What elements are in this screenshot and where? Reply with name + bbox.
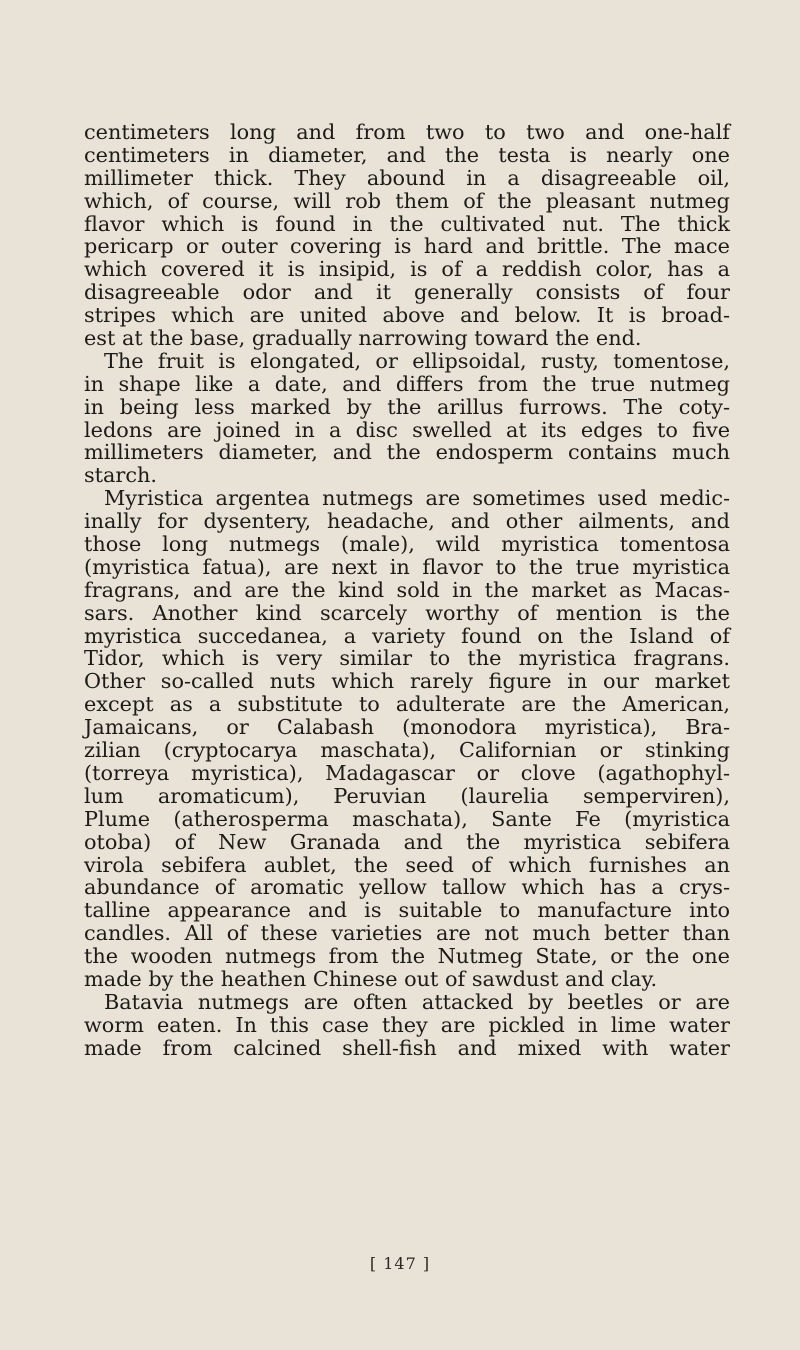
text-line: in being less marked by the arillus furrows. The coty-	[84, 394, 730, 419]
text-line: stripes which are united above and below. It is broad-	[84, 303, 730, 328]
text-line: Myristica argentea nutmegs are sometimes used medic-	[104, 486, 730, 511]
text-line: Other so-called nuts which rarely figure in our market	[84, 669, 730, 694]
text-line: centimeters in diameter, and the testa is nearly one	[84, 142, 730, 167]
text-line: millimeters diameter, and the endosperm contains much	[84, 440, 730, 465]
text-line: fragrans, and are the kind sold in the market as Macas-	[84, 577, 730, 602]
text-line: which covered it is insipid, is of a reddish color, has a	[84, 257, 730, 282]
text-line: abundance of aromatic yellow tallow which has a crys-	[84, 875, 730, 900]
text-line: centimeters long and from two to two and one-half	[84, 120, 730, 144]
text-line: which, of course, will rob them of the pleasant nutmeg	[84, 188, 730, 213]
text-line: otoba) of New Granada and the myristica sebifera	[84, 829, 730, 854]
text-line: made by the heathen Chinese out of sawdust and clay.	[84, 966, 658, 991]
body-text	[84, 121, 730, 1060]
text-line: starch.	[84, 463, 158, 488]
text-line: flavor which is found in the cultivated nut. The thick	[84, 211, 730, 236]
text-line: those long nutmegs (male), wild myristica tomentosa	[84, 532, 730, 557]
text-line: in shape like a date, and differs from the true nutmeg	[84, 371, 730, 396]
text-line: virola sebifera aublet, the seed of which furnishes an	[84, 852, 730, 877]
text-line: sars. Another kind scarcely worthy of mention is the	[84, 600, 730, 625]
text-line: est at the base, gradually narrowing toward the end.	[84, 326, 642, 351]
text-line: inally for dysentery, headache, and other ailments, and	[84, 509, 730, 534]
text-line: millimeter thick. They abound in a disagreeable oil,	[84, 165, 730, 190]
text-line: disagreeable odor and it generally consists of four	[84, 280, 730, 305]
text-line: Tidor, which is very similar to the myristica fragrans.	[84, 646, 730, 671]
text-line: candles. All of these varieties are not much better than	[84, 921, 730, 946]
text-line: Plume (atherosperma maschata), Sante Fe (myristica	[84, 806, 730, 831]
text-line: Jamaicans, or Calabash (monodora myristica), Bra-	[84, 715, 730, 740]
text-line: (torreya myristica), Madagascar or clove (agathophyl-	[84, 760, 730, 785]
text-line: talline appearance and is suitable to manufacture into	[84, 898, 730, 923]
text-line: Batavia nutmegs are often attacked by beetles or are	[104, 989, 730, 1014]
text-line: ledons are joined in a disc swelled at its edges to five	[84, 417, 730, 442]
page-number: [ 147 ]	[369, 1254, 431, 1273]
text-line: made from calcined shell-fish and mixed with water	[84, 1035, 730, 1060]
text-line: the wooden nutmegs from the Nutmeg State, or the one	[84, 944, 730, 969]
text-line: zilian (cryptocarya maschata), Californian or stinking	[84, 738, 730, 763]
text-line: The fruit is elongated, or ellipsoidal, rusty, tomentose,	[104, 348, 730, 373]
text-line: lum aromaticum), Peruvian (laurelia semperviren),	[84, 783, 730, 808]
text-line: myristica succedanea, a variety found on the Island of	[84, 623, 730, 648]
text-line: pericarp or outer covering is hard and brittle. The mace	[84, 234, 730, 259]
text-line: except as a substitute to adulterate are the American,	[84, 692, 730, 717]
text-line: (myristica fatua), are next in flavor to the true myristica	[84, 554, 730, 579]
text-line: worm eaten. In this case they are pickled in lime water	[84, 1012, 730, 1037]
